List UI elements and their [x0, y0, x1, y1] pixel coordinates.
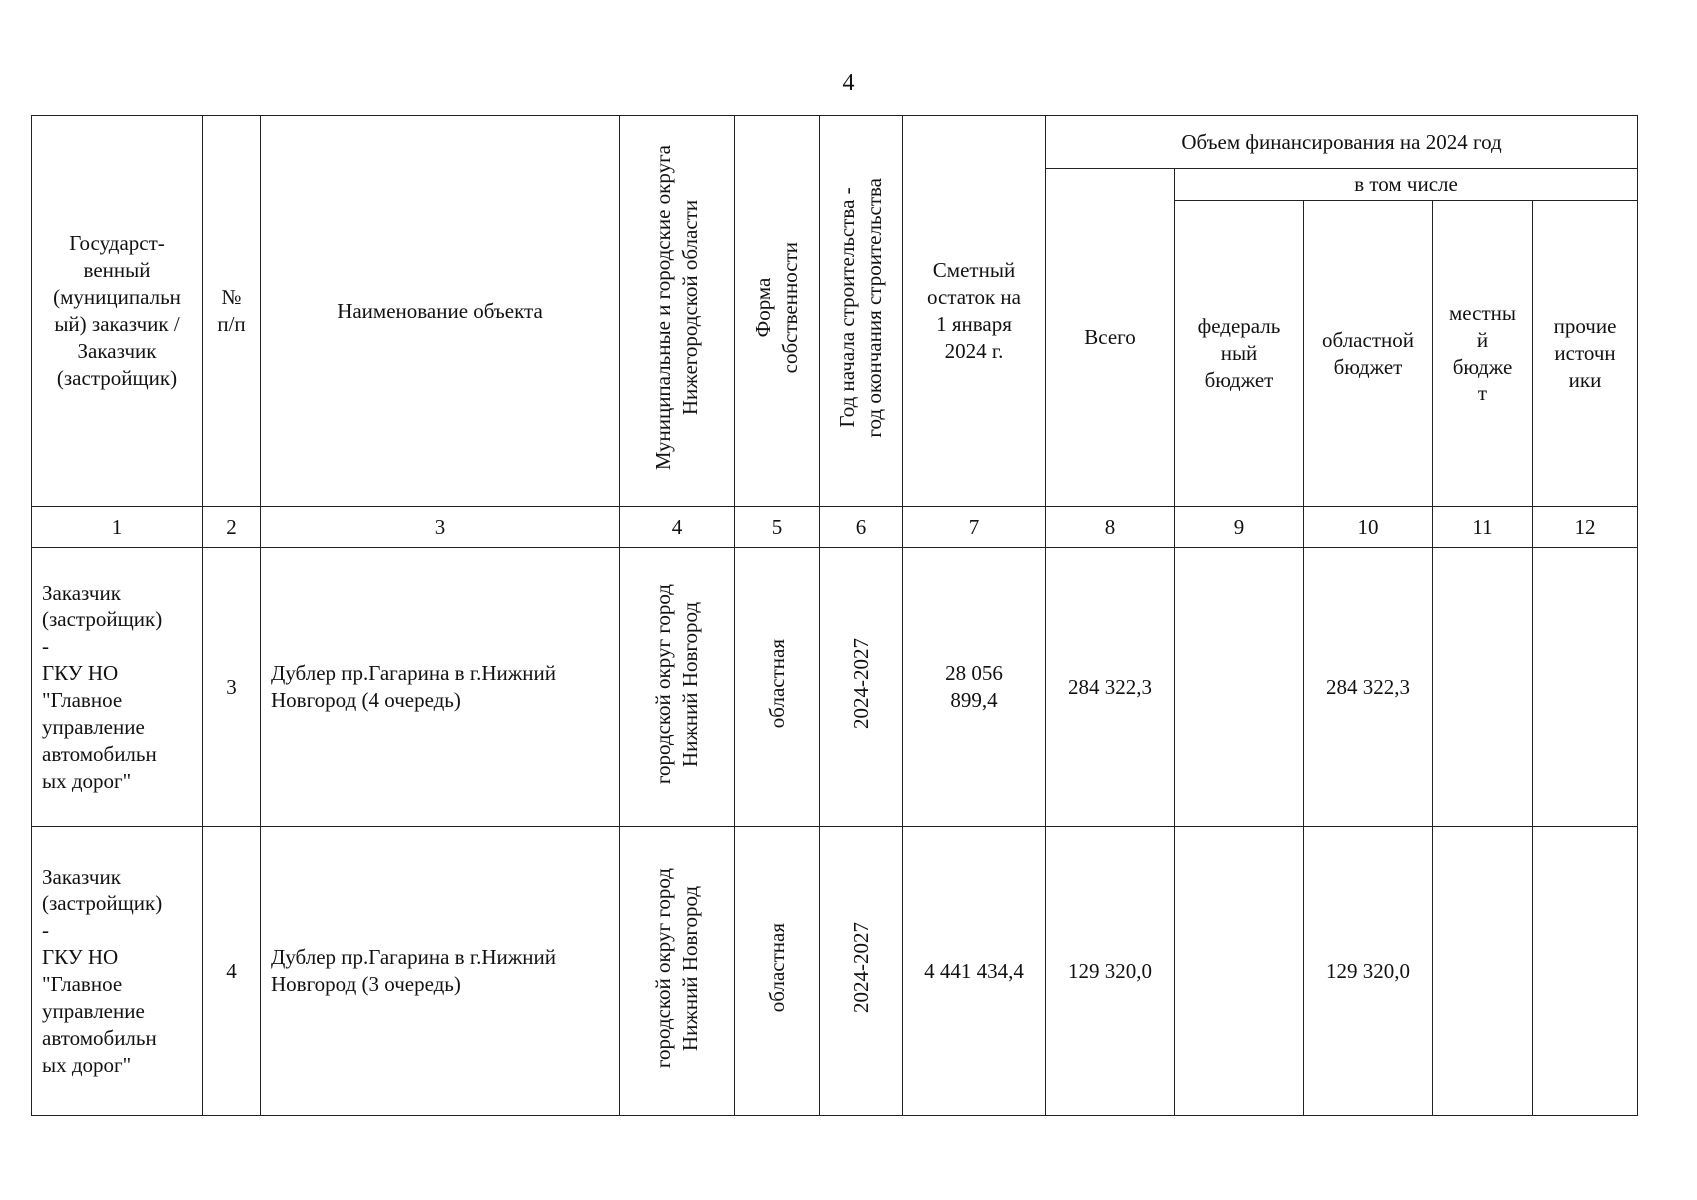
- header-federal: федераль ный бюджет: [1175, 201, 1304, 507]
- row-years-text: 2024-2027: [848, 922, 873, 1014]
- column-number: 12: [1533, 507, 1638, 548]
- header-ownership: [735, 116, 820, 507]
- row-other: [1533, 827, 1638, 1116]
- page-number: 4: [842, 70, 855, 96]
- row-federal: [1175, 548, 1304, 827]
- row-municipality-text: городской округ город Нижний Новгород: [651, 583, 702, 784]
- header-customer: Государст- венный (муниципальн ый) заказчик / Заказчик (застройщик): [32, 116, 203, 507]
- row-number: 4: [203, 827, 261, 1116]
- row-number: 3: [203, 548, 261, 827]
- header-years: [820, 116, 903, 507]
- row-customer: Заказчик (застройщик) - ГКУ НО "Главное управление автомобильн ых дорог": [32, 548, 203, 827]
- row-total: 284 322,3: [1046, 548, 1175, 827]
- table-row: [32, 548, 1638, 827]
- column-number: 6: [820, 507, 903, 548]
- column-number: 3: [261, 507, 620, 548]
- row-municipality: [620, 827, 735, 1116]
- header-regional: областной бюджет: [1304, 201, 1433, 507]
- header-ownership-text: Форма собственности: [751, 241, 802, 374]
- header-including: в том числе: [1175, 169, 1638, 201]
- row-years: [820, 548, 903, 827]
- row-years-text: 2024-2027: [848, 638, 873, 730]
- row-other: [1533, 548, 1638, 827]
- header-municipality: [620, 116, 735, 507]
- column-number: 1: [32, 507, 203, 548]
- header-other: прочие источн ики: [1533, 201, 1638, 507]
- column-number: 10: [1304, 507, 1433, 548]
- row-ownership: [735, 827, 820, 1116]
- row-ownership-text: областная: [764, 638, 789, 729]
- row-ownership: [735, 548, 820, 827]
- row-regional: 284 322,3: [1304, 548, 1433, 827]
- row-regional: 129 320,0: [1304, 827, 1433, 1116]
- column-number: 2: [203, 507, 261, 548]
- header-total: Всего: [1046, 169, 1175, 507]
- column-number: 8: [1046, 507, 1175, 548]
- column-number: 11: [1433, 507, 1533, 548]
- row-years: [820, 827, 903, 1116]
- header-number: № п/п: [203, 116, 261, 507]
- financing-table: [31, 115, 1638, 1116]
- header-municipality-text: Муниципальные и городские округа Нижегородской области: [651, 144, 702, 471]
- row-municipality-text: городской округ город Нижний Новгород: [651, 867, 702, 1068]
- row-object-name: Дублер пр.Гагарина в г.Нижний Новгород (3 очередь): [261, 827, 620, 1116]
- row-local: [1433, 548, 1533, 827]
- column-number: 4: [620, 507, 735, 548]
- row-estimate-balance: 28 056 899,4: [903, 548, 1046, 827]
- row-object-name: Дублер пр.Гагарина в г.Нижний Новгород (4 очередь): [261, 548, 620, 827]
- column-number: 5: [735, 507, 820, 548]
- header-estimate-balance: Сметный остаток на 1 января 2024 г.: [903, 116, 1046, 507]
- row-local: [1433, 827, 1533, 1116]
- row-customer: Заказчик (застройщик) - ГКУ НО "Главное управление автомобильн ых дорог": [32, 827, 203, 1116]
- table-row: [32, 827, 1638, 1116]
- column-numbers-row: [32, 507, 1638, 548]
- column-number: 9: [1175, 507, 1304, 548]
- row-municipality: [620, 548, 735, 827]
- row-total: 129 320,0: [1046, 827, 1175, 1116]
- row-estimate-balance: 4 441 434,4: [903, 827, 1046, 1116]
- column-number: 7: [903, 507, 1046, 548]
- header-local: местны й бюдже т: [1433, 201, 1533, 507]
- header-financing: Объем финансирования на 2024 год: [1046, 116, 1638, 169]
- header-years-text: Год начала строительства - год окончания строительства: [835, 177, 886, 438]
- row-ownership-text: областная: [764, 922, 789, 1013]
- row-federal: [1175, 827, 1304, 1116]
- header-object-name: Наименование объекта: [261, 116, 620, 507]
